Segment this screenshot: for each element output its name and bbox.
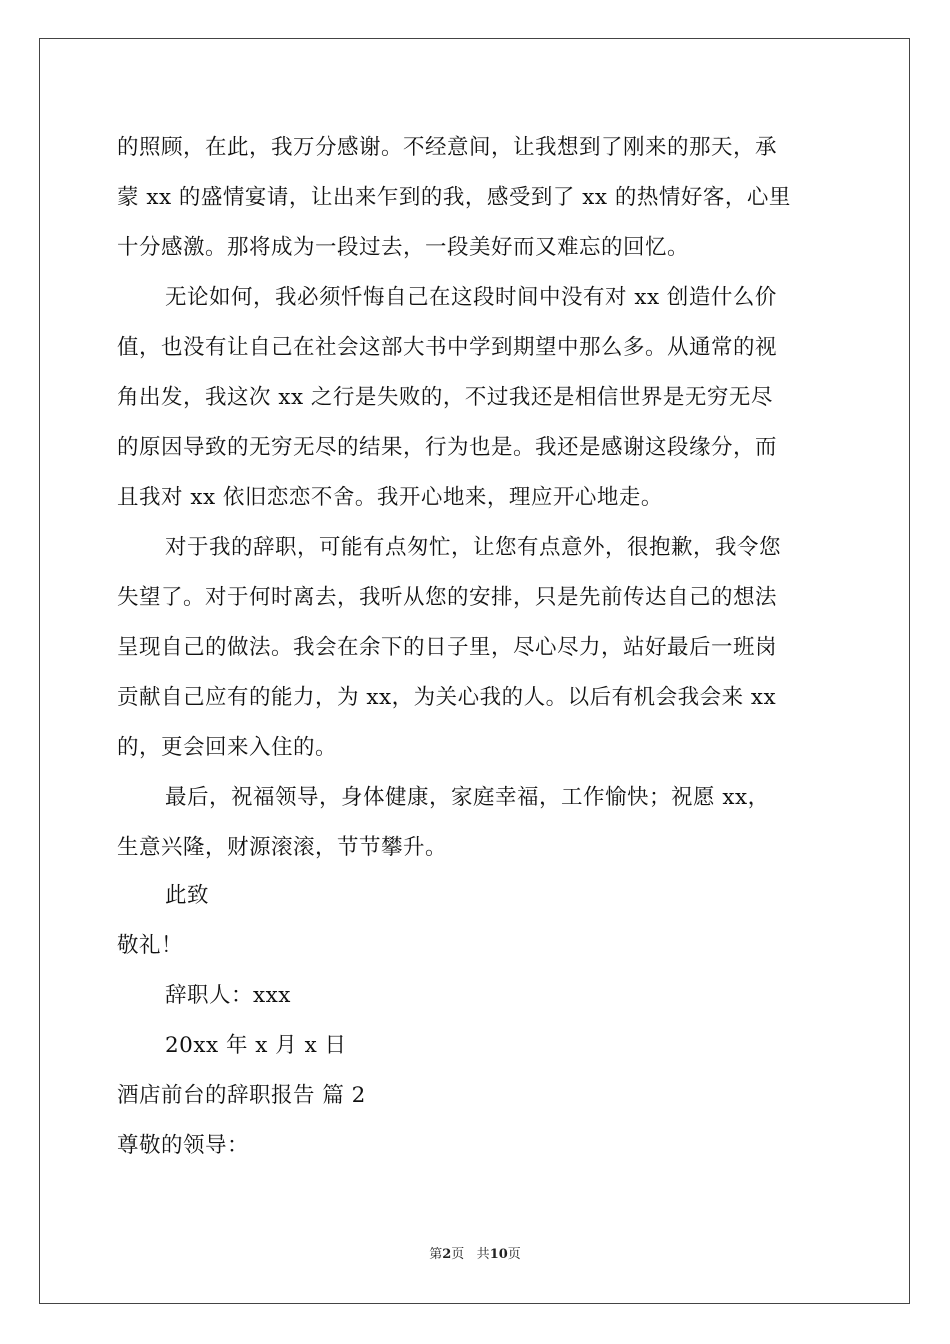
closing-regards: 敬礼！ xyxy=(117,933,184,958)
body-line-15: 生意兴隆，财源滚滚，节节攀升。 xyxy=(117,835,448,860)
body-line-11: 呈现自己的做法。我会在余下的日子里，尽心尽力，站好最后一班岗 xyxy=(117,635,778,660)
date-line: 20xx 年 x 月 x 日 xyxy=(165,1033,347,1058)
signature-line: 辞职人：xxx xyxy=(165,983,291,1008)
page-border xyxy=(39,38,910,1304)
body-line-5: 值，也没有让自己在社会这部大书中学到期望中那么多。从通常的视 xyxy=(117,335,778,360)
body-line-13: 的，更会回来入住的。 xyxy=(117,735,338,760)
footer-total-prefix: 共 xyxy=(476,1247,490,1262)
body-line-6: 角出发，我这次 xx 之行是失败的，不过我还是相信世界是无穷无尽 xyxy=(117,385,773,410)
body-line-1: 的照顾，在此，我万分感谢。不经意间，让我想到了刚来的那天，承 xyxy=(117,135,778,160)
body-line-8: 且我对 xx 依旧恋恋不舍。我开心地来，理应开心地走。 xyxy=(117,485,663,510)
body-line-9: 对于我的辞职，可能有点匆忙，让您有点意外，很抱歉，我令您 xyxy=(165,535,782,560)
body-line-10: 失望了。对于何时离去，我听从您的安排，只是先前传达自己的想法 xyxy=(117,585,778,610)
body-line-7: 的原因导致的无穷无尽的结果，行为也是。我还是感谢这段缘分，而 xyxy=(117,435,778,460)
footer-page-suffix: 页 xyxy=(451,1247,465,1262)
section-heading: 酒店前台的辞职报告 篇 2 xyxy=(117,1083,366,1108)
body-line-14: 最后，祝福领导，身体健康，家庭幸福，工作愉快；祝愿 xx， xyxy=(165,785,770,810)
footer-page-prefix: 第 xyxy=(429,1247,443,1262)
body-line-12: 贡献自己应有的能力，为 xx，为关心我的人。以后有机会我会来 xx xyxy=(117,685,777,710)
page-footer xyxy=(0,1246,950,1264)
body-line-2: 蒙 xx 的盛情宴请，让出来乍到的我，感受到了 xx 的热情好客，心里 xyxy=(117,185,791,210)
body-line-3: 十分感激。那将成为一段过去，一段美好而又难忘的回忆。 xyxy=(117,235,690,260)
closing-salutation: 此致 xyxy=(165,883,210,908)
footer-total-suffix: 页 xyxy=(507,1247,521,1262)
footer-total-pages: 10 xyxy=(489,1247,508,1262)
footer-page-number: 2 xyxy=(442,1247,452,1262)
greeting-line: 尊敬的领导： xyxy=(117,1133,250,1158)
body-line-4: 无论如何，我必须忏悔自己在这段时间中没有对 xx 创造什么价 xyxy=(165,285,777,310)
